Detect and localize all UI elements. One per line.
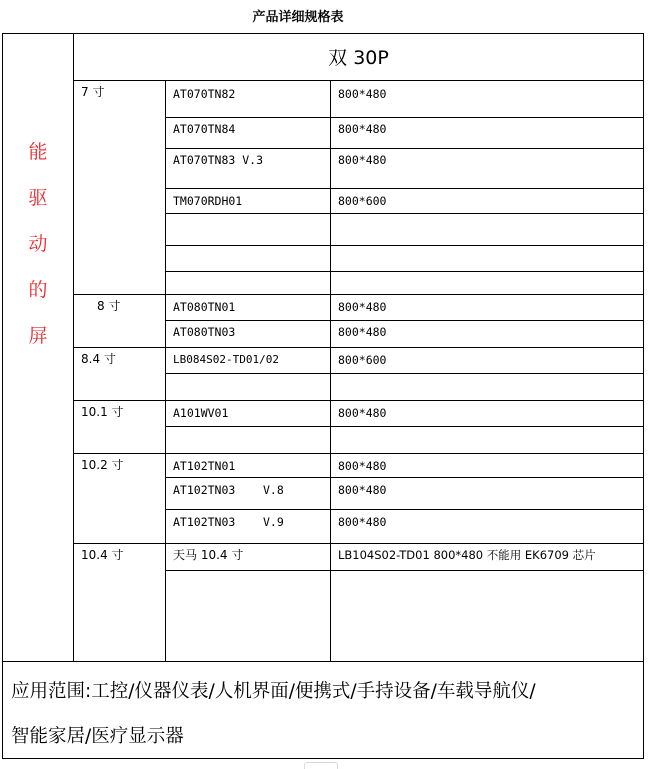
row-line (165, 426, 644, 427)
row-line (165, 271, 644, 272)
resolution-cell: 800*480 (338, 153, 387, 167)
group-line (73, 294, 644, 295)
size-label-10-2: 10.2 寸 (81, 458, 124, 472)
application-scope (11, 669, 639, 759)
resolution-cell: LB104S02-TD01 800*480 不能用 EK6709 芯片 (338, 548, 596, 562)
resolution-cell: 800*480 (338, 300, 387, 314)
footer-divider (2, 661, 644, 662)
sidebar-char: 的 (28, 279, 48, 301)
spec-table (2, 33, 644, 759)
table-border-right (643, 33, 644, 759)
resolution-cell: 800*480 (338, 325, 387, 339)
model-cell: TM070RDH01 (173, 194, 243, 208)
header-divider (73, 80, 644, 81)
size-label-8: 8 寸 (97, 299, 121, 313)
resolution-cell: 800*600 (338, 194, 387, 208)
size-label-10-4: 10.4 寸 (81, 548, 124, 562)
group-line (73, 400, 644, 401)
row-line (165, 373, 644, 374)
page-edge-mark (304, 762, 338, 769)
sidebar-char: 能 (28, 141, 48, 163)
model-cell: AT080TN03 (173, 325, 236, 339)
group-line (73, 347, 644, 348)
resolution-cell: 800*480 (338, 483, 387, 497)
row-line (165, 117, 644, 118)
size-label-7: 7 寸 (81, 85, 105, 99)
group-line (73, 543, 644, 544)
col-line-res (330, 80, 331, 661)
model-cell: AT070TN84 (173, 122, 236, 136)
resolution-cell: 800*480 (338, 406, 387, 420)
resolution-cell: 800*480 (338, 87, 387, 101)
size-label-8-4: 8.4 寸 (81, 352, 116, 366)
row-line (165, 477, 644, 478)
row-line (165, 570, 644, 571)
model-cell: AT070TN83 V.3 (173, 153, 264, 167)
sidebar-label (2, 129, 74, 359)
model-cell: AT102TN03 V.9 (173, 515, 284, 529)
model-cell: AT102TN01 (173, 459, 236, 473)
model-cell: AT080TN01 (173, 300, 236, 314)
resolution-cell: 800*480 (338, 459, 387, 473)
row-line (165, 213, 644, 214)
row-line (165, 148, 644, 149)
sidebar-char: 动 (28, 233, 48, 255)
sidebar-char: 驱 (28, 187, 48, 209)
model-cell: A101WV01 (173, 406, 229, 420)
model-cell: AT102TN03 V.8 (173, 483, 284, 497)
application-scope-line: 智能家居/医疗显示器 (11, 726, 184, 747)
page-title: 产品详细规格表 (252, 10, 344, 25)
model-cell: 天马 10.4 寸 (173, 548, 244, 562)
resolution-cell: 800*480 (338, 515, 387, 529)
resolution-cell: 800*600 (338, 353, 387, 367)
model-cell: AT070TN82 (173, 87, 236, 101)
row-line (165, 509, 644, 510)
row-line (165, 245, 644, 246)
size-label-10-1: 10.1 寸 (81, 405, 124, 419)
resolution-cell: 800*480 (338, 122, 387, 136)
group-line (73, 453, 644, 454)
model-cell: LB084S02-TD01/02 (173, 353, 279, 366)
row-line (165, 188, 644, 189)
col-line-model (165, 80, 166, 661)
application-scope-line: 应用范围:工控/仪器仪表/人机界面/便携式/手持设备/车载导航仪/ (11, 681, 536, 702)
row-line (165, 320, 644, 321)
table-header: 双 30P (328, 47, 389, 69)
sidebar-char: 屏 (28, 325, 48, 347)
